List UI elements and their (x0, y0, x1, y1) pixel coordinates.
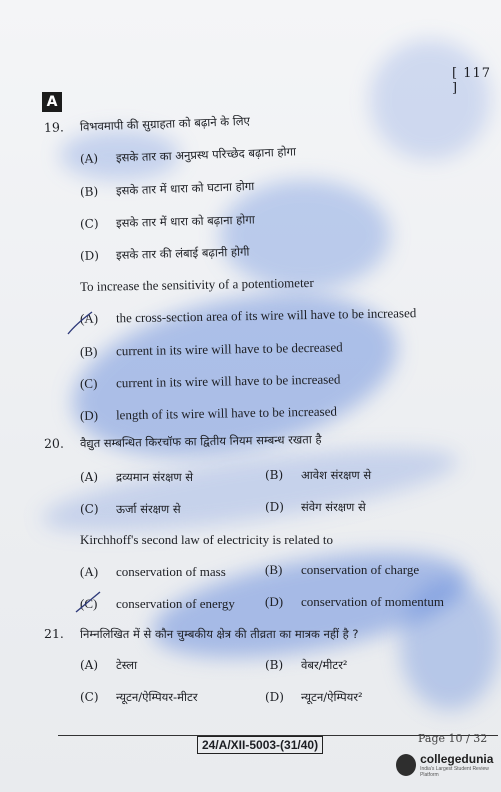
option-english: (D) conservation of momentum (265, 594, 444, 609)
option-hindi: (B) वेबर/मीटर² (265, 658, 348, 672)
option-hindi: (D) न्यूटन/ऐम्पियर² (265, 690, 363, 704)
question-19 (44, 113, 250, 136)
ink-stain (370, 40, 490, 160)
option-hindi: (C) ऊर्जा संरक्षण से (80, 502, 181, 516)
pen-tick-mark (74, 590, 104, 616)
ink-stain (220, 180, 390, 290)
question-20 (44, 431, 322, 452)
student-avatar-icon (396, 754, 416, 776)
option-english: (A) the cross-section area of its wire will have to be increased (79, 305, 417, 326)
option-english: (C) current in its wire will have to be increased (79, 371, 341, 391)
option-hindi: (A) टेस्ला (80, 658, 138, 672)
watermark-logo (396, 752, 501, 778)
page-number: [ 117 ] (452, 66, 492, 96)
paper-code: 24/A/XII-5003-(31/40) (197, 736, 323, 754)
option-hindi: (D) इसके तार की लंबाई बढ़ानी होगी (79, 244, 250, 263)
question-text-english: To increase the sensitivity of a potentiometer (79, 274, 314, 294)
question-number: 21. (44, 626, 64, 641)
option-hindi: (C) न्यूटन/ऐम्पियर-मीटर (80, 690, 198, 704)
watermark-brand: collegedunia (420, 752, 494, 766)
option-hindi: (D) संवेग संरक्षण से (265, 500, 366, 514)
option-english: (A) conservation of mass (80, 564, 226, 579)
question-text-hindi: विभवमापी की सुग्राहता को बढ़ाने के लिए (79, 113, 251, 134)
page-indicator: Page 10 / 32 (418, 732, 488, 745)
question-text-hindi: वैद्युत सम्बन्धित किरचॉफ का द्वितीय नियम सम्बन्ध रखता है (79, 432, 322, 451)
question-text-english: Kirchhoff's second law of electricity is related to (80, 532, 333, 547)
question-number: 20. (43, 435, 65, 451)
option-hindi: (C) इसके तार में धारा को बढ़ाना होगा (79, 212, 255, 231)
section-badge: A (42, 92, 62, 112)
option-english: (B) current in its wire will have to be decreased (79, 339, 343, 359)
option-hindi: (A) द्रव्यमान संरक्षण से (80, 470, 194, 484)
option-english: (D) length of its wire will have to be increased (79, 403, 338, 423)
question-text-hindi: निम्नलिखित में से कौन चुम्बकीय क्षेत्र की तीव्रता का मात्रक नहीं है ? (80, 627, 359, 641)
option-english: (B) conservation of charge (265, 562, 420, 577)
question-21 (44, 626, 359, 642)
question-number: 19. (43, 119, 65, 135)
option-hindi: (B) इसके तार में धारा को घटाना होगा (79, 178, 255, 199)
option-english: (C) conservation of energy (80, 596, 235, 611)
watermark-tagline: India's Largest Student Review Platform (420, 766, 489, 778)
option-hindi: (B) आवेश संरक्षण से (265, 468, 372, 482)
option-hindi: (A) इसके तार का अनुप्रस्थ परिच्छेद बढ़ाना होगा (79, 144, 297, 166)
pen-tick-mark (66, 308, 96, 338)
